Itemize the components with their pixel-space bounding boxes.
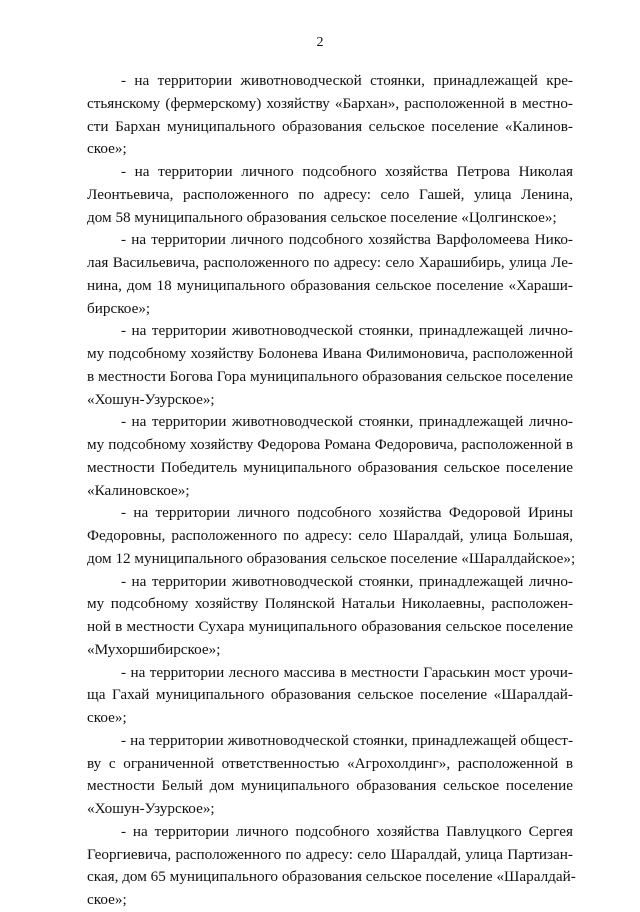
paragraph — [87, 411, 573, 502]
text-line: Леонтьевича, расположенного по адресу: село Гашей, улица Ленина, — [87, 185, 573, 203]
text-line: ной в местности Сухара муниципального образования сельское поселение — [87, 618, 573, 635]
paragraph — [87, 571, 573, 662]
text-line: - на территории животноводческой стоянки, принадлежащей кре- — [121, 72, 573, 89]
text-line: ву с ограниченной ответственностью «Агрохолдинг», расположенной в — [87, 754, 573, 772]
paragraph — [87, 662, 573, 730]
text-line: - на территории животноводческой стоянки, принадлежащей лично- — [121, 572, 573, 590]
text-line: - на территории личного подсобного хозяйства Петрова Николая — [121, 163, 573, 180]
text-line: местности Победитель муниципального образования сельское поселение — [87, 458, 573, 476]
text-line: стьянскому (фермерскому) хозяйству «Бархан», расположенной в местно- — [87, 94, 573, 112]
text-line: - на территории личного подсобного хозяйства Варфоломеева Нико- — [121, 231, 573, 249]
page-number: 2 — [316, 35, 324, 50]
text-line: бирское»; — [87, 299, 151, 317]
text-line: лая Васильевича, расположенного по адресу: село Харашибирь, улица Ле- — [87, 254, 573, 271]
document-body — [87, 70, 576, 912]
text-line: дом 12 муниципального образования сельское поселение «Шаралдайское»; — [87, 549, 576, 567]
text-line: ское»; — [87, 709, 127, 726]
paragraph — [87, 502, 576, 570]
text-line: «Калиновское»; — [87, 481, 190, 499]
text-line: местности Белый дом муниципального образования сельское поселение — [87, 777, 573, 795]
text-line: ское»; — [87, 891, 127, 908]
text-line: Федоровны, расположенного по адресу: село Шаралдай, улица Большая, — [87, 527, 573, 544]
paragraph — [87, 229, 573, 320]
text-line: сти Бархан муниципального образования сельское поселение «Калинов- — [87, 117, 573, 135]
text-line: - на территории личного подсобного хозяйства Федоровой Ирины — [121, 504, 573, 522]
text-line: - на территории лесного массива в местности Гараськин мост урочи- — [121, 663, 573, 681]
paragraph — [87, 821, 576, 912]
text-line: ское»; — [87, 140, 127, 158]
text-line: му подсобному хозяйству Федорова Романа Федоровича, расположенной в — [87, 436, 573, 453]
paragraph — [87, 161, 573, 229]
text-line: му подсобному хозяйству Болонева Ивана Филимоновича, расположенной — [87, 345, 573, 362]
text-line: - на территории животноводческой стоянки, принадлежащей лично- — [121, 413, 573, 431]
text-line: нина, дом 18 муниципального образования сельское поселение «Хараши- — [87, 276, 573, 294]
text-line: в местности Богова Гора муниципального образования сельское поселение — [87, 367, 573, 385]
text-line: «Хошун-Узурское»; — [87, 390, 215, 408]
paragraph — [87, 320, 573, 411]
text-line: - на территории животноводческой стоянки, принадлежащей общест- — [121, 731, 573, 749]
text-line: Георгиевича, расположенного по адресу: село Шаралдай, улица Партизан- — [87, 845, 573, 863]
paragraph — [87, 730, 573, 821]
text-line: «Хошун-Узурское»; — [87, 800, 215, 817]
text-line: - на территории животноводческой стоянки, принадлежащей лично- — [121, 322, 573, 340]
text-line: ская, дом 65 муниципального образования сельское поселение «Шаралдай- — [87, 868, 576, 886]
text-line: ща Гахай муниципального образования сельское поселение «Шаралдай- — [87, 686, 573, 704]
paragraph — [87, 70, 573, 161]
text-line: му подсобному хозяйству Полянской Натальи Николаевны, расположен- — [87, 595, 573, 613]
text-line: дом 58 муниципального образования сельское поселение «Цолгинское»; — [87, 208, 557, 226]
text-line: - на территории личного подсобного хозяйства Павлуцкого Сергея — [121, 822, 573, 840]
text-line: «Мухоршибирское»; — [87, 640, 221, 658]
